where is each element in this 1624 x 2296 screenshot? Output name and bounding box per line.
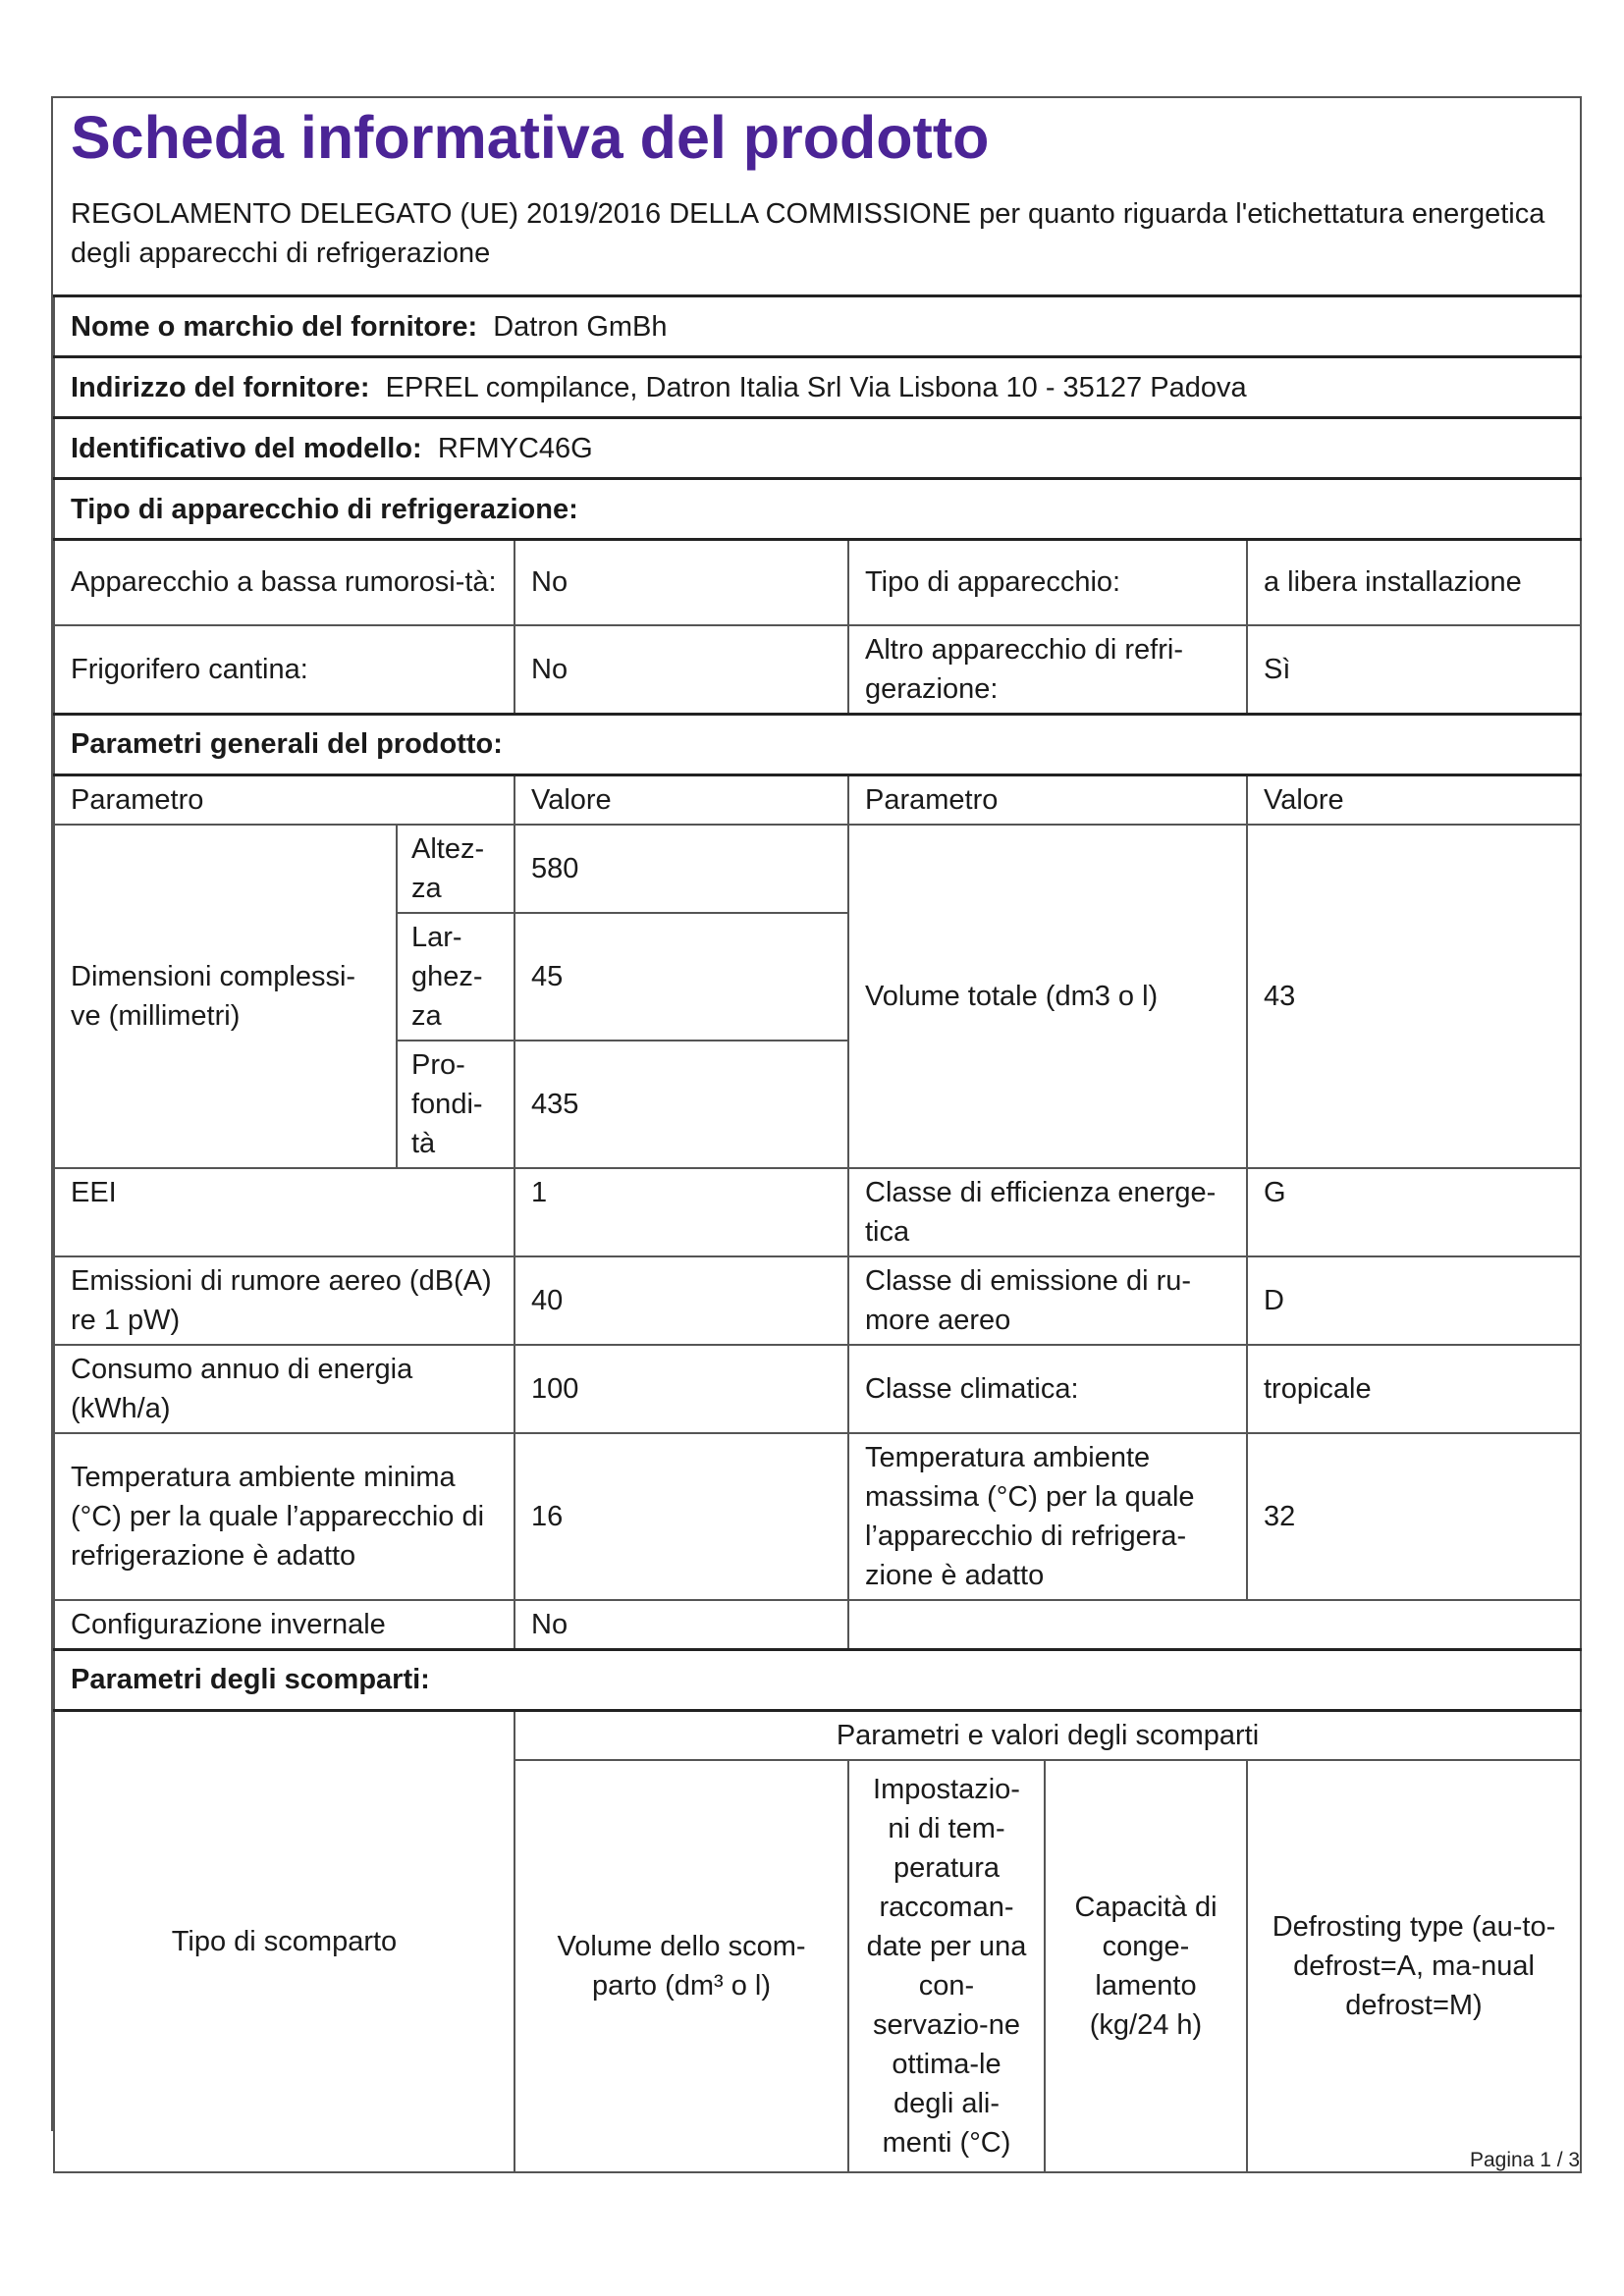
general-params-heading: Parametri generali del prodotto:	[54, 714, 1581, 774]
dimensions-label: Dimensioni complessi-ve (millimetri)	[54, 825, 397, 1168]
regulation-subtitle: REGOLAMENTO DELEGATO (UE) 2019/2016 DELLA COMMISSIONE per quanto riguarda l'etichettatura energetica degli apparecchi di refrigerazione	[71, 198, 1545, 269]
max-temp-value: 32	[1247, 1433, 1581, 1600]
column-header-param: Parametro	[54, 774, 514, 825]
energy-consumption-value: 100	[514, 1345, 848, 1433]
compartment-group-header: Parametri e valori degli scomparti	[514, 1710, 1581, 1760]
compartment-type-header: Tipo di scomparto	[54, 1710, 514, 2172]
climate-class-value: tropicale	[1247, 1345, 1581, 1433]
other-appliance-label: Altro apparecchio di refri-gerazione:	[848, 625, 1247, 715]
defrosting-type-header: Defrosting type (au-to-defrost=A, ma-nual defrost=M)	[1247, 1760, 1581, 2172]
min-temp-value: 16	[514, 1433, 848, 1600]
eei-label: EEI	[54, 1168, 514, 1256]
max-temp-label: Temperatura ambiente massima (°C) per la quale l’apparecchio di refrigera-zione è adatto	[848, 1433, 1247, 1600]
depth-label: Pro-fondi-tà	[397, 1041, 514, 1168]
noise-class-label: Classe di emissione di ru-more aereo	[848, 1256, 1247, 1345]
other-appliance-value: Sì	[1247, 625, 1581, 715]
winter-config-value: No	[514, 1600, 848, 1650]
column-header-param-2: Parametro	[848, 774, 1247, 825]
supplier-name-value: Datron GmBh	[493, 310, 668, 343]
eei-value: 1	[514, 1168, 848, 1256]
noise-class-value: D	[1247, 1256, 1581, 1345]
supplier-name-label: Nome o marchio del fornitore:	[71, 310, 478, 343]
wine-storage-label: Frigorifero cantina:	[54, 625, 514, 715]
model-id-value: RFMYC46G	[437, 432, 593, 464]
supplier-name-row	[54, 296, 1581, 357]
height-label: Altez-za	[397, 825, 514, 913]
page-number: Pagina 1 / 3	[1470, 2149, 1581, 2171]
climate-class-label: Classe climatica:	[848, 1345, 1247, 1433]
wine-storage-value: No	[514, 625, 848, 715]
supplier-address-row	[54, 357, 1581, 418]
depth-value: 435	[514, 1041, 848, 1168]
total-volume-value: 43	[1247, 825, 1581, 1168]
height-value: 580	[514, 825, 848, 913]
total-volume-label: Volume totale (dm3 o l)	[848, 825, 1247, 1168]
product-info-table	[53, 294, 1582, 2173]
appliance-type-label: Tipo di apparecchio:	[848, 540, 1247, 625]
compartment-params-heading: Parametri degli scomparti:	[54, 1649, 1581, 1710]
column-header-value: Valore	[514, 774, 848, 825]
freezing-capacity-header: Capacità di conge-lamento (kg/24 h)	[1045, 1760, 1247, 2172]
energy-class-value: G	[1247, 1168, 1581, 1256]
noise-emission-value: 40	[514, 1256, 848, 1345]
low-noise-label: Apparecchio a bassa rumorosi-tà:	[54, 540, 514, 625]
supplier-address-label: Indirizzo del fornitore:	[71, 371, 370, 403]
low-noise-value: No	[514, 540, 848, 625]
energy-consumption-label: Consumo annuo di energia (kWh/a)	[54, 1345, 514, 1433]
energy-class-label: Classe di efficienza energe-tica	[848, 1168, 1247, 1256]
page-title: Scheda informativa del prodotto	[71, 104, 990, 171]
model-id-row	[54, 418, 1581, 479]
empty-cell	[848, 1600, 1581, 1650]
product-sheet	[51, 96, 1582, 2159]
min-temp-label: Temperatura ambiente minima (°C) per la quale l’apparecchio di refrigerazione è adatto	[54, 1433, 514, 1600]
column-header-value-2: Valore	[1247, 774, 1581, 825]
supplier-address-value: EPREL compilance, Datron Italia Srl Via Lisbona 10 - 35127 Padova	[385, 371, 1247, 403]
temperature-settings-header: Impostazio-ni di tem-peratura raccoman-date per una con-servazio-ne ottima-le degli ali-menti (°C)	[848, 1760, 1045, 2172]
model-id-label: Identificativo del modello:	[71, 432, 422, 464]
appliance-type-heading: Tipo di apparecchio di refrigerazione:	[54, 479, 1581, 540]
width-label: Lar-ghez-za	[397, 913, 514, 1041]
width-value: 45	[514, 913, 848, 1041]
winter-config-label: Configurazione invernale	[54, 1600, 514, 1650]
appliance-type-value: a libera installazione	[1247, 540, 1581, 625]
compartment-volume-header: Volume dello scom-parto (dm³ o l)	[514, 1760, 848, 2172]
noise-emission-label: Emissioni di rumore aereo (dB(A) re 1 pW)	[54, 1256, 514, 1345]
